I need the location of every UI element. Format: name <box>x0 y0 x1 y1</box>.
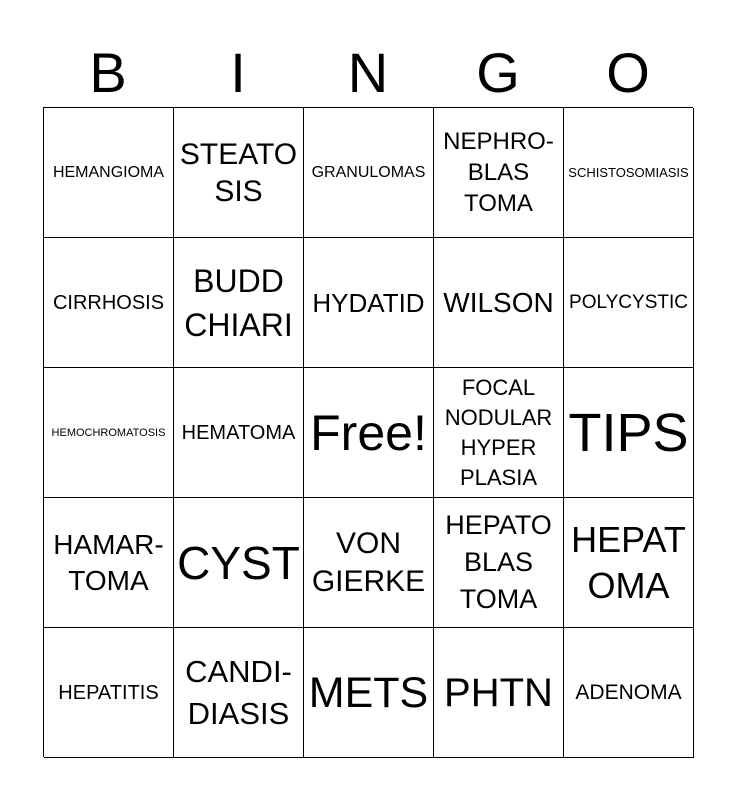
header-letter-g: G <box>476 41 520 104</box>
bingo-cell[interactable] <box>174 238 304 368</box>
cell-label: METS <box>308 668 429 717</box>
header-letter-b: B <box>89 41 127 104</box>
cell-label: TIPS <box>568 402 689 463</box>
bingo-cell[interactable] <box>304 238 434 368</box>
bingo-cell[interactable] <box>44 238 174 368</box>
bingo-cell[interactable] <box>174 368 304 498</box>
bingo-cell[interactable] <box>434 498 564 628</box>
header-letter-o: O <box>606 41 650 104</box>
bingo-cell[interactable] <box>304 498 434 628</box>
cell-label: HEMOCHROMATOSIS <box>51 426 166 439</box>
cell-label: CIRRHOSIS <box>52 291 165 314</box>
header-letter-n: N <box>347 41 389 104</box>
bingo-cell[interactable] <box>564 628 694 758</box>
cell-label: FOCAL NODULAR HYPER PLASIA <box>444 374 553 490</box>
cell-label: CYST <box>177 536 300 589</box>
header-letter-i: I <box>230 41 246 104</box>
bingo-cell[interactable] <box>304 628 434 758</box>
cell-label: HEMANGIOMA <box>52 164 165 181</box>
bingo-cell[interactable] <box>44 628 174 758</box>
bingo-cell[interactable] <box>174 108 304 238</box>
bingo-cell[interactable] <box>564 368 694 498</box>
bingo-board <box>43 107 693 757</box>
bingo-cell[interactable] <box>174 498 304 628</box>
cell-label: GRANULOMAS <box>311 164 426 181</box>
cell-label: HYDATID <box>312 287 425 318</box>
bingo-cell[interactable] <box>44 368 174 498</box>
bingo-cell[interactable] <box>564 108 694 238</box>
cell-label: BUDD CHIARI <box>184 262 293 343</box>
cell-label: WILSON <box>443 286 554 318</box>
cell-label: STEATO SIS <box>179 137 298 208</box>
cell-label: HEMATOMA <box>181 421 296 444</box>
bingo-cell[interactable] <box>434 628 564 758</box>
bingo-cell[interactable] <box>564 238 694 368</box>
bingo-cell[interactable] <box>44 108 174 238</box>
cell-label: NEPHRO- BLAS TOMA <box>443 128 554 217</box>
cell-label: CANDI- DIASIS <box>185 653 292 731</box>
cell-label: VON GIERKE <box>311 526 426 598</box>
cell-label: HAMAR- TOMA <box>53 528 164 596</box>
cell-label: SCHISTOSOMIASIS <box>568 164 689 180</box>
bingo-cell[interactable] <box>434 108 564 238</box>
bingo-cell[interactable] <box>174 628 304 758</box>
bingo-header <box>43 38 693 108</box>
cell-label: Free! <box>310 404 427 461</box>
cell-label: POLYCYSTIC <box>569 291 688 313</box>
cell-label: HEPATO BLAS TOMA <box>445 510 552 614</box>
bingo-cell[interactable] <box>304 108 434 238</box>
cell-label: ADENOMA <box>575 681 682 704</box>
cell-label: HEPAT OMA <box>571 518 686 606</box>
bingo-cell[interactable] <box>434 238 564 368</box>
cell-label: HEPATITIS <box>58 681 159 704</box>
bingo-cell[interactable] <box>44 498 174 628</box>
free-space[interactable] <box>304 368 434 498</box>
bingo-cell[interactable] <box>434 368 564 498</box>
bingo-cell[interactable] <box>564 498 694 628</box>
cell-label: PHTN <box>444 670 553 715</box>
